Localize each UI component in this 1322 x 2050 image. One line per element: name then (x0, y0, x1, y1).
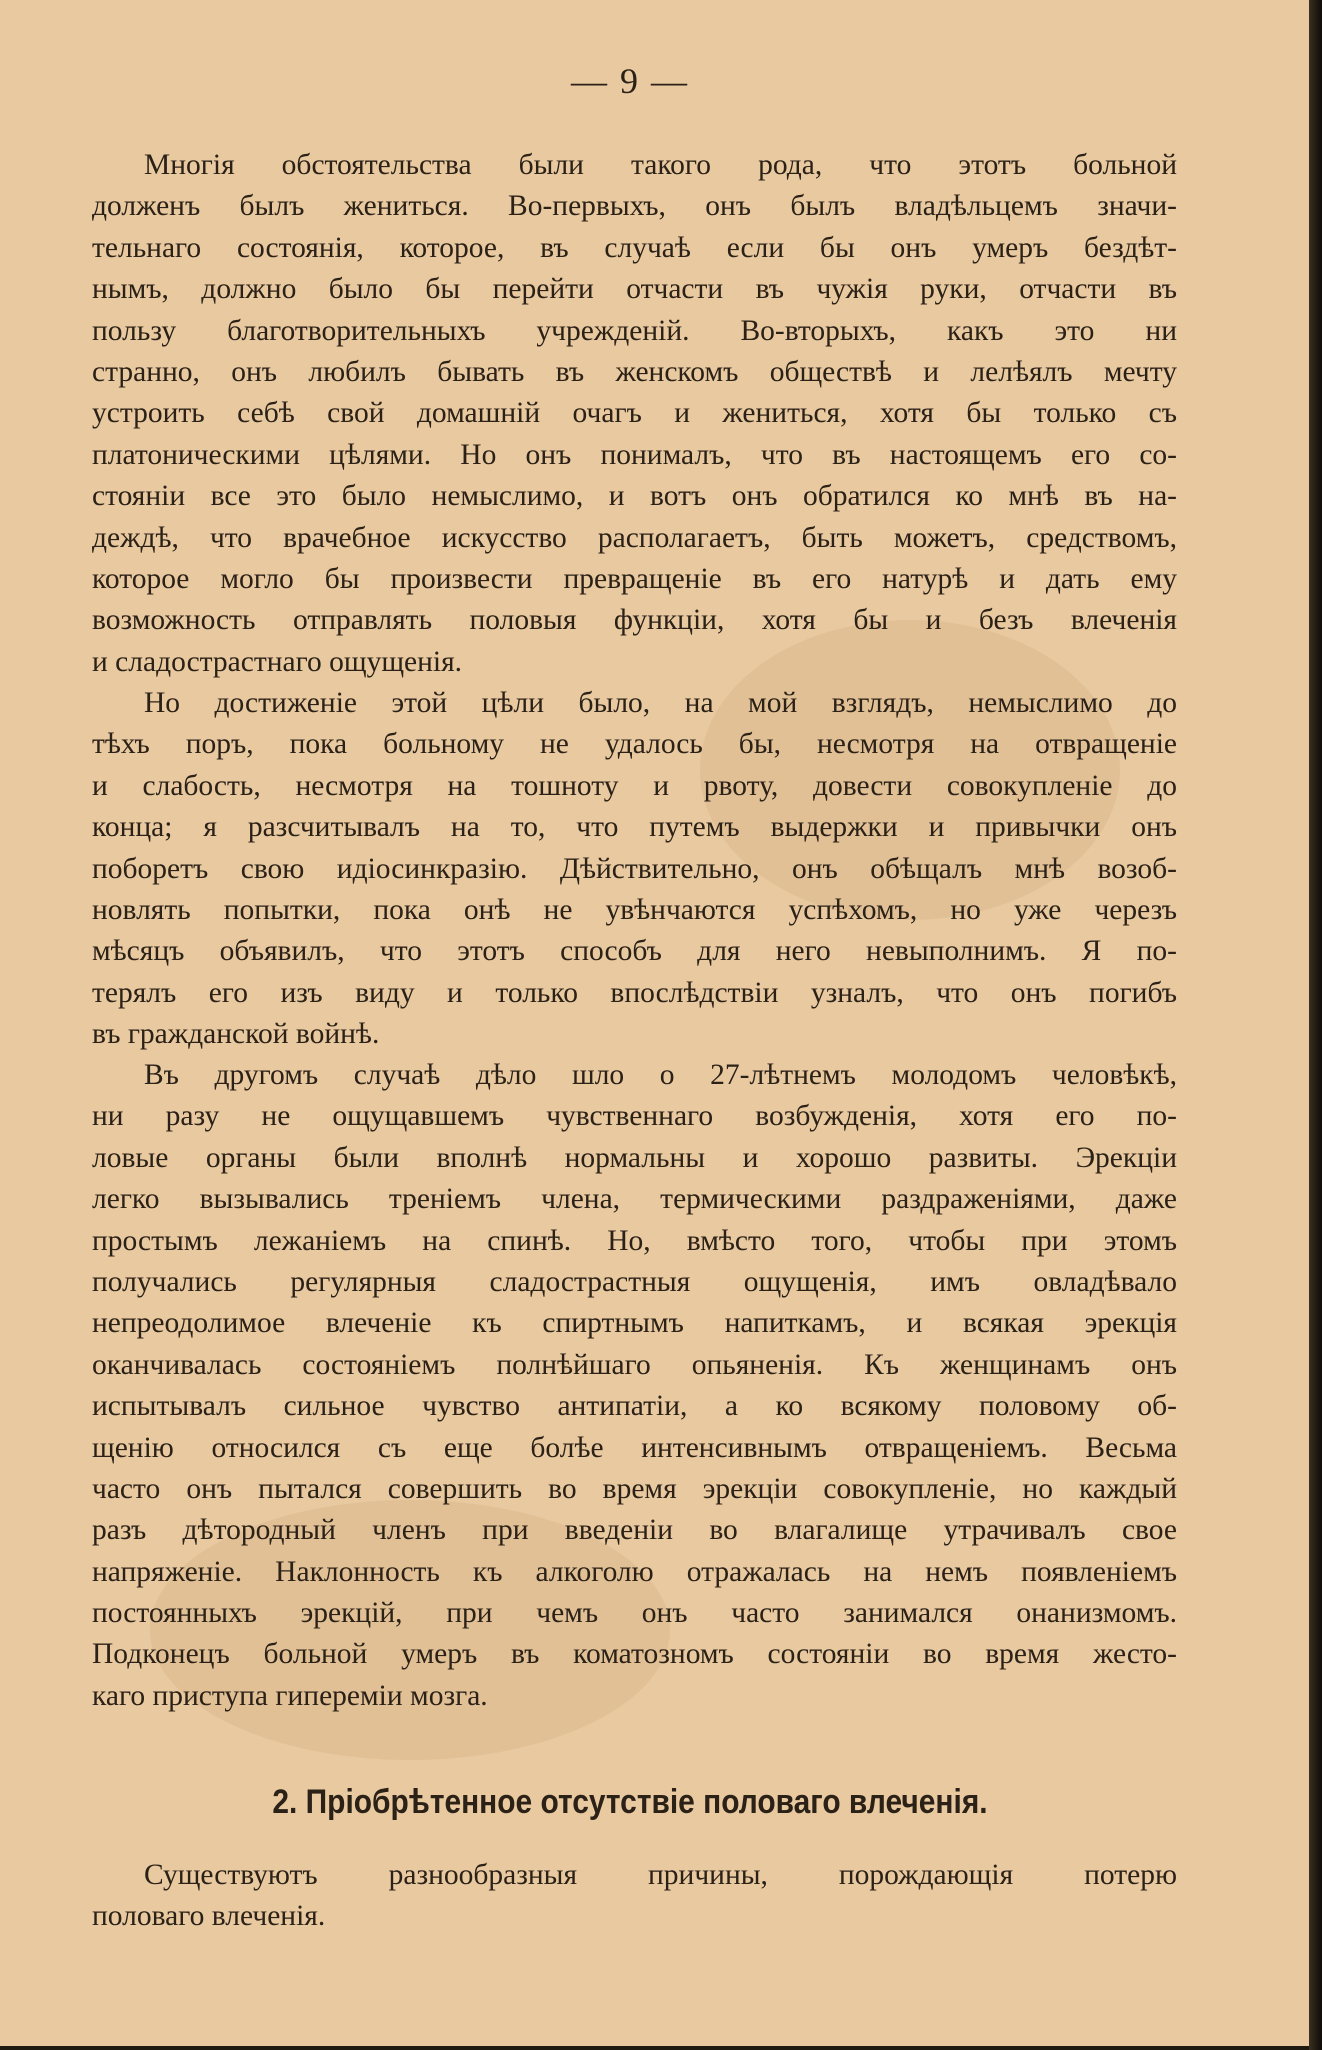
text-line: получались регулярныя сладострастныя ощущенія, имъ овладѣвало (92, 1265, 1177, 1298)
text-line: легко вызывались треніемъ члена, термическими раздраженіями, даже (92, 1183, 1177, 1216)
text-line: каго приступа гипереміи мозга. (92, 1679, 488, 1712)
text-line: деждѣ, что врачебное искусство располагаетъ, быть можетъ, средствомъ, (92, 521, 1177, 554)
section-paragraph (92, 1855, 1177, 1938)
text-line: поборетъ свою идіосинкразію. Дѣйствительно, онъ обѣщалъ мнѣ возоб- (92, 852, 1177, 885)
page-number: — 9 — (571, 61, 689, 101)
text-line: пользу благотворительныхъ учрежденій. Во-вторыхъ, какъ это ни (92, 314, 1177, 347)
text-line: и сладострастнаго ощущенія. (92, 645, 463, 678)
text-line: ловые органы были вполнѣ нормальны и хорошо развиты. Эрекціи (92, 1141, 1177, 1174)
text-line: возможность отправлять половыя функціи, хотя бы и безъ влеченія (92, 604, 1177, 637)
text-line: нымъ, должно было бы перейти отчасти въ чужія руки, отчасти въ (92, 273, 1177, 306)
text-line: которое могло бы произвести превращеніе въ его натурѣ и дать ему (92, 562, 1177, 595)
page-edge-shadow (1309, 0, 1322, 2050)
text-line: испытывалъ сильное чувство антипатіи, а ко всякому половому об- (92, 1390, 1177, 1423)
text-line: тельнаго состоянія, которое, въ случаѣ если бы онъ умеръ бездѣт- (92, 231, 1177, 264)
text-line: платоническими цѣлями. Но онъ понималъ, что въ настоящемъ его со- (92, 438, 1177, 471)
text-line: половаго влеченія. (92, 1900, 326, 1933)
text-line: ни разу не ощущавшемъ чувственнаго возбужденія, хотя его по- (92, 1100, 1177, 1133)
paragraph-2 (92, 683, 1177, 1056)
text-line: Подконецъ больной умеръ въ коматозномъ состояніи во время жесто- (92, 1638, 1177, 1671)
text-line: странно, онъ любилъ бывать въ женскомъ обществѣ и лелѣялъ мечту (92, 355, 1177, 388)
text-line: мѣсяцъ объявилъ, что этотъ способъ для него невыполнимъ. Я по- (92, 935, 1177, 968)
text-line: оканчивалась состояніемъ полнѣйшаго опьяненія. Къ женщинамъ онъ (92, 1348, 1177, 1381)
text-line: Но достиженіе этой цѣли было, на мой взглядъ, немыслимо до (144, 687, 1177, 719)
text-line: простымъ лежаніемъ на спинѣ. Но, вмѣсто того, чтобы при этомъ (92, 1224, 1177, 1257)
text-line: терялъ его изъ виду и только впослѣдствіи узналъ, что онъ погибъ (92, 976, 1177, 1009)
text-line: часто онъ пытался совершить во время эрекціи совокупленіе, но каждый (92, 1472, 1177, 1505)
text-line: разъ дѣтородный членъ при введеніи во влагалище утрачивалъ свое (92, 1514, 1177, 1547)
text-line: устроить себѣ свой домашній очагъ и жениться, хотя бы только съ (92, 397, 1177, 430)
text-line: напряженіе. Наклонность къ алкоголю отражалась на немъ появленіемъ (92, 1555, 1177, 1588)
text-line: Существуютъ разнообразныя причины, порождающія потерю (144, 1859, 1177, 1891)
text-line: долженъ былъ жениться. Во-первыхъ, онъ былъ владѣльцемъ значи- (92, 190, 1177, 223)
text-line: стояніи все это было немыслимо, и вотъ онъ обратился ко мнѣ въ на- (92, 480, 1177, 513)
text-line: новлять попытки, пока онѣ не увѣнчаются успѣхомъ, но уже черезъ (92, 893, 1177, 926)
paragraph-3 (92, 1055, 1177, 1717)
text-line: Въ другомъ случаѣ дѣло шло о 27-лѣтнемъ молодомъ человѣкѣ, (144, 1059, 1177, 1091)
paragraph-1 (92, 145, 1177, 683)
text-line: щенію относился съ еще болѣе интенсивнымъ отвращеніемъ. Весьма (92, 1431, 1177, 1464)
text-line: Многія обстоятельства были такого рода, что этотъ больной (144, 149, 1177, 181)
text-line: и слабость, несмотря на тошноту и рвоту, довести совокупленіе до (92, 769, 1177, 802)
text-line: тѣхъ поръ, пока больному не удалось бы, несмотря на отвращеніе (92, 728, 1177, 761)
text-line: конца; я разсчитывалъ на то, что путемъ выдержки и привычки онъ (92, 811, 1177, 844)
text-line: непреодолимое влеченіе къ спиртнымъ напиткамъ, и всякая эрекція (92, 1307, 1177, 1340)
text-line: постоянныхъ эрекцій, при чемъ онъ часто занимался онанизмомъ. (92, 1597, 1177, 1630)
section-heading: 2. Пріобрѣтенное отсутствіе половаго влеченія. (272, 1783, 988, 1821)
text-line: въ гражданской войнѣ. (92, 1018, 380, 1051)
